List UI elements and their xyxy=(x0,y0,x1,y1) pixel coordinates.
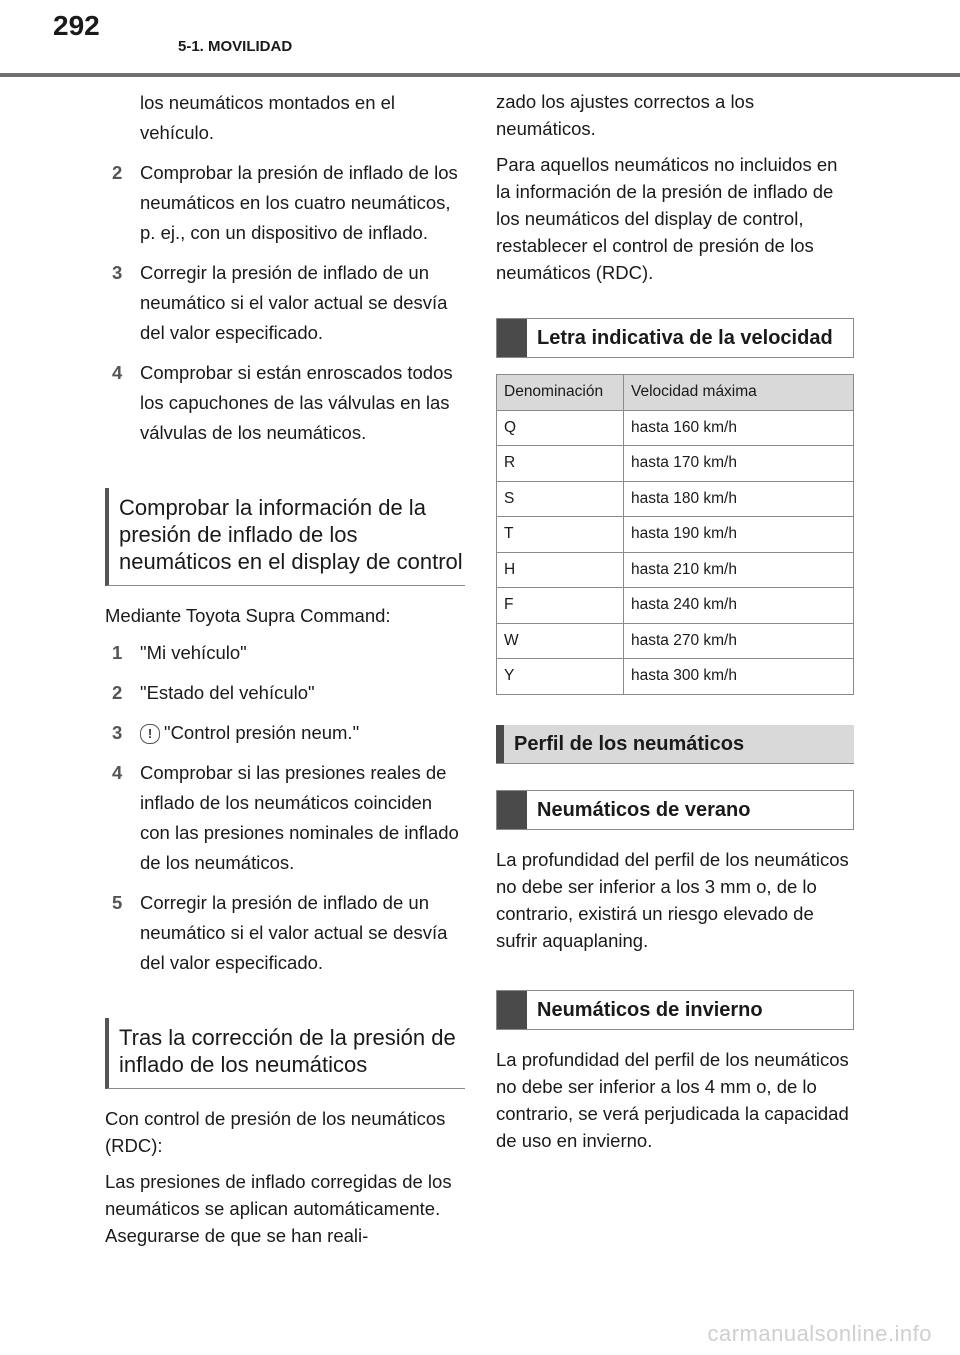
summer-tires-heading xyxy=(496,790,854,830)
step-number: 3 xyxy=(112,722,123,743)
paragraph: zado los ajustes correctos a los neumáticos. xyxy=(496,91,755,139)
step-text: Corregir la presión de inflado de un neumático si el valor actual se desvía del valor especificado. xyxy=(140,892,448,973)
heading-marker xyxy=(497,991,527,1029)
tire-profile-heading xyxy=(496,725,854,764)
step-text: "Mi vehículo" xyxy=(140,642,247,663)
step-text: Comprobar la presión de inflado de los neumáticos en los cuatro neumáticos, p. ej., con un dispositivo de inflado. xyxy=(140,162,458,243)
step-number: 5 xyxy=(112,892,123,913)
step-item xyxy=(105,638,465,668)
step-item xyxy=(105,888,465,978)
heading-marker xyxy=(497,791,527,829)
chapter-title: 5-1. MOVILIDAD xyxy=(178,38,293,55)
step-text: Corregir la presión de inflado de un neumático si el valor actual se desvía del valor especificado. xyxy=(140,262,448,343)
table-cell: hasta 170 km/h xyxy=(624,446,854,482)
paragraph: La profundidad del perfil de los neumáticos no debe ser inferior a los 3 mm o, de lo contrario, existirá un riesgo elevado de sufrir aquaplaning. xyxy=(496,848,849,951)
table-cell: hasta 270 km/h xyxy=(624,623,854,659)
intro-text: Mediante Toyota Supra Command: xyxy=(105,605,391,626)
step-text: "Estado del vehículo" xyxy=(140,682,315,703)
tire-pressure-warning-icon: ! xyxy=(140,724,160,744)
table-row xyxy=(497,517,854,553)
step-item xyxy=(105,258,465,348)
step-text: Comprobar si están enroscados todos los capuchones de las válvulas en las válvulas de los neumáticos. xyxy=(140,362,453,443)
table-cell: hasta 210 km/h xyxy=(624,552,854,588)
speed-letter-heading xyxy=(496,318,854,358)
step-item xyxy=(105,158,465,248)
table-cell: S xyxy=(497,481,624,517)
table-row xyxy=(497,588,854,624)
heading-marker xyxy=(496,725,504,763)
step-number: 2 xyxy=(112,162,123,183)
table-cell: R xyxy=(497,446,624,482)
section-heading-check-info: Comprobar la información de la presión de inflado de los neumáticos en el display de control xyxy=(105,488,465,586)
table-header-row xyxy=(497,375,854,411)
paragraph: Las presiones de inflado corregidas de los neumáticos se aplican automáticamente. Asegurarse de que se han reali- xyxy=(105,1171,452,1246)
watermark: carmanualsonline.info xyxy=(707,1321,932,1346)
heading-marker xyxy=(497,319,527,357)
step-item xyxy=(105,718,465,748)
step-item xyxy=(105,678,465,708)
paragraph: Con control de presión de los neumáticos (RDC): xyxy=(105,1108,446,1156)
step-number: 2 xyxy=(112,682,123,703)
paragraph: Para aquellos neumáticos no incluidos en la información de la presión de inflado de los neumáticos del display de control, restablecer el control de presión de los neumáticos (RDC). xyxy=(496,154,838,283)
heading-text: Perfil de los neumáticos xyxy=(514,732,745,755)
speed-rating-table xyxy=(496,374,854,695)
table-cell: F xyxy=(497,588,624,624)
paragraph: La profundidad del perfil de los neumáticos no debe ser inferior a los 4 mm o, de lo contrario, se verá perjudicada la capacidad de uso en invierno. xyxy=(496,1048,849,1151)
step-number: 4 xyxy=(112,362,123,383)
table-row xyxy=(497,446,854,482)
column-header: Denominación xyxy=(497,375,624,411)
step-text: "Control presión neum." xyxy=(164,722,360,743)
step-item xyxy=(105,758,465,878)
table-cell: hasta 190 km/h xyxy=(624,517,854,553)
heading-text: Neumáticos de invierno xyxy=(537,998,763,1021)
continued-step-text: los neumáticos montados en el vehículo. xyxy=(140,92,396,143)
table-cell: T xyxy=(497,517,624,553)
step-item xyxy=(105,358,465,448)
table-row xyxy=(497,552,854,588)
winter-tires-heading xyxy=(496,990,854,1030)
page-number: 292 xyxy=(53,10,100,41)
step-text: Comprobar si las presiones reales de inflado de los neumáticos coinciden con las presiones nominales de inflado de los neumáticos. xyxy=(140,762,459,873)
table-cell: H xyxy=(497,552,624,588)
heading-text: Neumáticos de verano xyxy=(537,798,751,821)
step-number: 4 xyxy=(112,762,123,783)
right-column xyxy=(496,88,854,1163)
table-cell: hasta 300 km/h xyxy=(624,659,854,695)
table-cell: hasta 240 km/h xyxy=(624,588,854,624)
page-header xyxy=(0,0,960,78)
heading-text: Letra indicativa de la velocidad xyxy=(537,327,833,349)
table-row xyxy=(497,481,854,517)
step-number: 3 xyxy=(112,262,123,283)
section-heading-after-correction: Tras la corrección de la presión de inflado de los neumáticos xyxy=(105,1018,465,1089)
table-cell: W xyxy=(497,623,624,659)
table-cell: Q xyxy=(497,410,624,446)
left-column xyxy=(105,88,465,1258)
header-divider xyxy=(0,73,960,77)
table-row xyxy=(497,410,854,446)
table-cell: hasta 180 km/h xyxy=(624,481,854,517)
step-number: 1 xyxy=(112,642,123,663)
table-row xyxy=(497,659,854,695)
table-row xyxy=(497,623,854,659)
table-cell: Y xyxy=(497,659,624,695)
column-header: Velocidad máxima xyxy=(624,375,854,411)
table-cell: hasta 160 km/h xyxy=(624,410,854,446)
